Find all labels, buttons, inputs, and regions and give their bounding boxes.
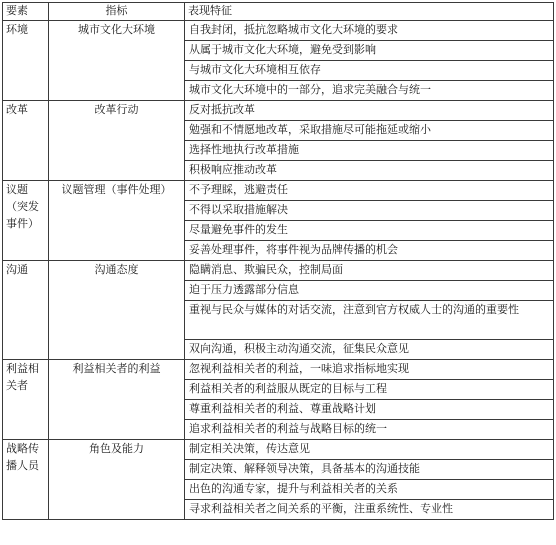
table-row — [3, 101, 554, 121]
indicator-cell: 沟通态度 — [49, 261, 185, 360]
header-element: 要素 — [3, 3, 49, 21]
feature-cell: 选择性地执行改革措施 — [185, 141, 554, 161]
table-row — [3, 181, 554, 201]
feature-cell: 反对抵抗改革 — [185, 101, 554, 121]
header-indicator: 指标 — [49, 3, 185, 21]
table-row — [3, 21, 554, 41]
feature-cell: 尽量避免事件的发生 — [185, 221, 554, 241]
feature-cell: 利益相关者的利益服从既定的目标与工程 — [185, 380, 554, 400]
feature-cell: 出色的沟通专家，提升与利益相关者的关系 — [185, 480, 554, 500]
feature-cell: 寻求利益相关者之间关系的平衡，注重系统性、专业性 — [185, 500, 554, 520]
feature-cell: 不得以采取措施解决 — [185, 201, 554, 221]
feature-cell: 制定决策、解释领导决策，具备基本的沟通技能 — [185, 460, 554, 480]
header-feature: 表现特征 — [185, 3, 554, 21]
element-cell: 议题（突发事件） — [3, 181, 49, 261]
feature-cell: 制定相关决策，传达意见 — [185, 440, 554, 460]
element-cell: 战略传播人员 — [3, 440, 49, 520]
element-cell: 沟通 — [3, 261, 49, 360]
header-row — [3, 3, 554, 21]
indicator-cell: 议题管理（事件处理） — [49, 181, 185, 261]
feature-cell: 重视与民众与媒体的对话交流，注意到官方权威人士的沟通的重要性 — [185, 301, 554, 340]
table-row — [3, 261, 554, 281]
feature-cell: 尊重利益相关者的利益、尊重战略计划 — [185, 400, 554, 420]
feature-cell: 隐瞒消息、欺骗民众，控制局面 — [185, 261, 554, 281]
feature-cell: 迫于压力透露部分信息 — [185, 281, 554, 301]
table-row — [3, 360, 554, 380]
table-row — [3, 440, 554, 460]
feature-cell: 城市文化大环境中的一部分，追求完美融合与统一 — [185, 81, 554, 101]
feature-cell: 从属于城市文化大环境，避免受到影响 — [185, 41, 554, 61]
indicator-cell: 利益相关者的利益 — [49, 360, 185, 440]
feature-cell: 妥善处理事件，将事件视为品牌传播的机会 — [185, 241, 554, 261]
indicator-cell: 改革行动 — [49, 101, 185, 181]
feature-cell: 不予理睬，逃避责任 — [185, 181, 554, 201]
feature-cell: 勉强和不情愿地改革，采取措施尽可能拖延或缩小 — [185, 121, 554, 141]
element-cell: 改革 — [3, 101, 49, 181]
feature-cell: 与城市文化大环境相互依存 — [185, 61, 554, 81]
indicator-cell: 角色及能力 — [49, 440, 185, 520]
feature-cell: 积极响应推动改革 — [185, 161, 554, 181]
indicator-cell: 城市文化大环境 — [49, 21, 185, 101]
feature-cell: 追求利益相关者的利益与战略目标的统一 — [185, 420, 554, 440]
characteristics-table — [2, 2, 554, 520]
element-cell: 利益相关者 — [3, 360, 49, 440]
feature-cell: 忽视利益相关者的利益，一味追求指标地实现 — [185, 360, 554, 380]
element-cell: 环境 — [3, 21, 49, 101]
feature-cell: 双向沟通，积极主动沟通交流，征集民众意见 — [185, 340, 554, 360]
feature-cell: 自我封闭，抵抗忽略城市文化大环境的要求 — [185, 21, 554, 41]
